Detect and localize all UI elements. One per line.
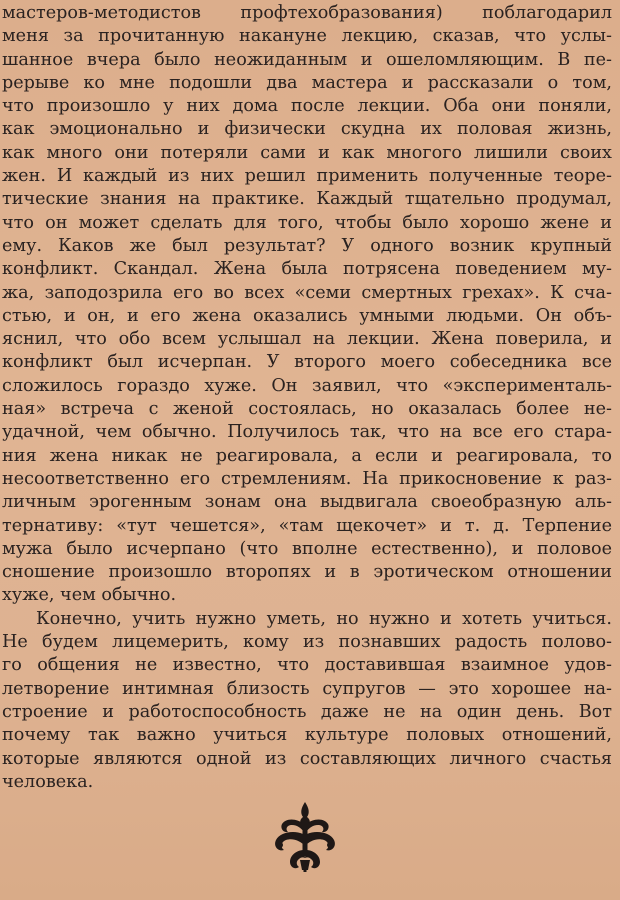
paragraph-2 [2,608,612,794]
text-line: го общения не известно, что доставившая взаимное удов- [2,655,612,676]
text-line: ная» встреча с женой состоялась, но оказалась более не- [2,399,612,420]
text-line: почему так важно учиться культуре половых отношений, [2,725,612,746]
text-line: рерыве ко мне подошли два мастера и рассказали о том, [2,72,612,93]
text-line: ему. Каков же был результат? У одного возник крупный [2,235,612,256]
text-line: Не будем лицемерить, кому из познавших радость полово- [2,632,612,653]
text-line: сношение произошло второпях и в эротическом отношении [2,562,612,583]
text-line: как много они потеряли сами и как многого лишили своих [2,142,612,163]
text-line: тические знания на практике. Каждый тщательно продумал, [2,189,612,210]
text-line: строение и работоспособность даже не на один день. Вот [2,701,612,722]
text-line: удачной, чем обычно. Получилось так, что на все его стара- [2,422,612,443]
text-line: что он может сделать для того, чтобы было хорошо жене и [2,212,612,233]
text-line: несоответственно его стремлениям. На прикосновение к раз- [2,468,612,489]
text-line: личным эрогенным зонам она выдвигала своеобразную аль- [2,492,612,513]
text-line: что произошло у них дома после лекции. Оба они поняли, [2,96,612,117]
paragraph-1 [2,2,612,608]
text-line: жа, заподозрила его во всех «семи смертных грехах». К сча- [2,282,612,303]
body-text [2,2,612,794]
text-line: стью, и он, и его жена оказались умными людьми. Он объ- [2,305,612,326]
text-line: тернативу: «тут чешется», «там щекочет» и т. д. Терпение [2,515,612,536]
text-line: сложилось гораздо хуже. Он заявил, что «эксперименталь- [2,375,612,396]
fleuron-ornament-icon [270,800,340,872]
text-line: ния жена никак не реагировала, а если и реагировала, то [2,445,612,466]
text-line: яснил, что обо всем услышал на лекции. Жена поверила, и [2,329,612,350]
text-line: которые являются одной из составляющих личного счастья [2,748,612,769]
text-line: человека. [2,771,94,792]
text-line: меня за прочитанную накануне лекцию, сказав, что услы- [2,26,612,47]
text-line: хуже, чем обычно. [2,585,177,606]
text-line: мастеров-методистов профтехобразования) поблагодарил [2,3,612,23]
text-line: шанное вчера было неожиданным и ошеломляющим. В пе- [2,49,612,70]
text-line: летворение интимная близость супругов — это хорошее на- [2,678,612,699]
text-line: жен. И каждый из них решил применить полученные теоре- [2,166,612,187]
text-line: как эмоционально и физически скудна их половая жизнь, [2,119,612,140]
text-line: Конечно, учить нужно уметь, но нужно и хотеть учиться. [36,608,612,629]
text-line: конфликт был исчерпан. У второго моего собеседника все [2,352,612,373]
text-line: конфликт. Скандал. Жена была потрясена поведением му- [2,259,612,280]
text-line: мужа было исчерпано (что вполне естественно), и половое [2,538,612,559]
